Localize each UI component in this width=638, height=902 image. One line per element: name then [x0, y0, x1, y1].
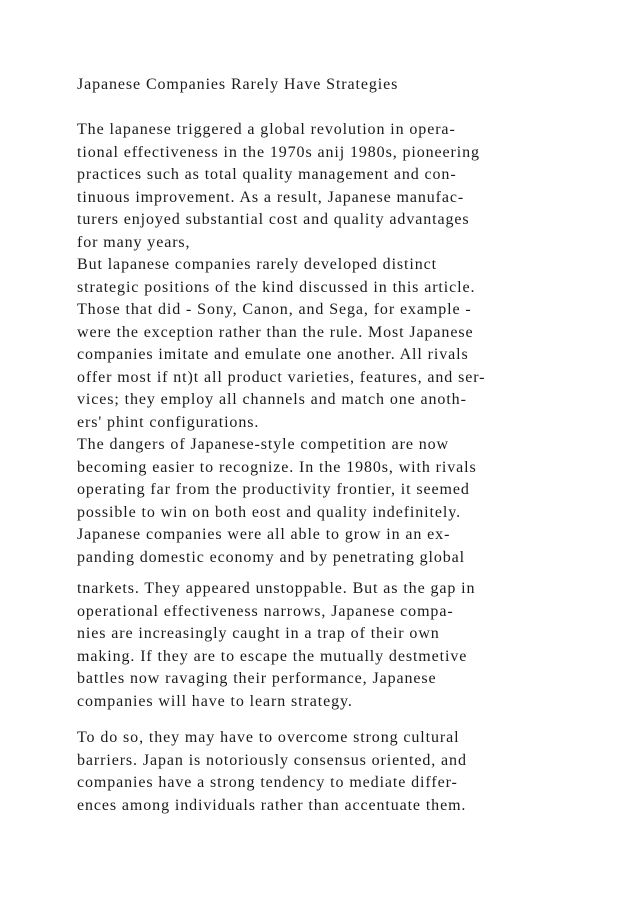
text-line: But lapanese companies rarely developed distinct: [77, 256, 437, 273]
text-line: turers enjoyed substantial cost and quality advantages: [77, 211, 470, 228]
paragraph-3: [77, 434, 617, 569]
text-line: for many years,: [77, 233, 191, 251]
text-line: tnarkets. They appeared unstoppable. But as the gap in: [77, 580, 476, 597]
text-line: companies imitate and emulate one another. All rivals: [77, 346, 469, 363]
text-line: practices such as total quality management and con-: [77, 166, 457, 183]
text-line: offer most if nt)t all product varieties, features, and ser-: [77, 368, 486, 386]
text-line: companies have a strong tendency to mediate differ-: [77, 774, 458, 791]
text-line: ers' phint configurations.: [77, 413, 260, 431]
title-line: Japanese Companies Rarely Have Strategies: [77, 76, 399, 93]
paragraph-5: [77, 727, 617, 817]
text-line: panding domestic economy and by penetrating global: [77, 548, 466, 566]
text-line: companies will have to learn strategy.: [77, 692, 353, 710]
text-line: battles now ravaging their performance, Japanese: [77, 670, 437, 687]
text-line: To do so, they may have to overcome strong cultural: [77, 729, 460, 746]
text-line: tional effectiveness in the 1970s anij 1980s, pioneering: [77, 143, 480, 161]
text-line: The dangers of Japanese-style competition are now: [77, 436, 449, 453]
text-line: were the exception rather than the rule. Most Japanese: [77, 323, 474, 341]
paragraph-2: [77, 254, 617, 434]
text-line: making. If they are to escape the mutually destmetive: [77, 647, 468, 665]
text-line: operational effectiveness narrows, Japanese compa-: [77, 602, 454, 620]
text-line: Those that did - Sony, Canon, and Sega, for example -: [77, 301, 472, 318]
text-line: The lapanese triggered a global revolution in opera-: [77, 121, 456, 138]
document-title: [77, 74, 617, 97]
text-line: becoming easier to recognize. In the 1980s, with rivals: [77, 458, 477, 476]
text-line: possible to win on both eost and quality indefinitely.: [77, 503, 461, 521]
text-line: strategic positions of the kind discussed in this article.: [77, 278, 476, 296]
paragraph-4: [77, 578, 617, 713]
text-line: barriers. Japan is notoriously consensus oriented, and: [77, 751, 467, 769]
text-line: operating far from the productivity frontier, it seemed: [77, 481, 470, 498]
text-line: tinuous improvement. As a result, Japanese manufac-: [77, 188, 465, 206]
text-line: vices; they employ all channels and match one anoth-: [77, 391, 467, 408]
paragraph-1: [77, 119, 617, 254]
text-line: nies are increasingly caught in a trap of their own: [77, 625, 440, 642]
text-line: Japanese companies were all able to grow in an ex-: [77, 526, 451, 543]
text-line: ences among individuals rather than accentuate them.: [77, 796, 467, 814]
